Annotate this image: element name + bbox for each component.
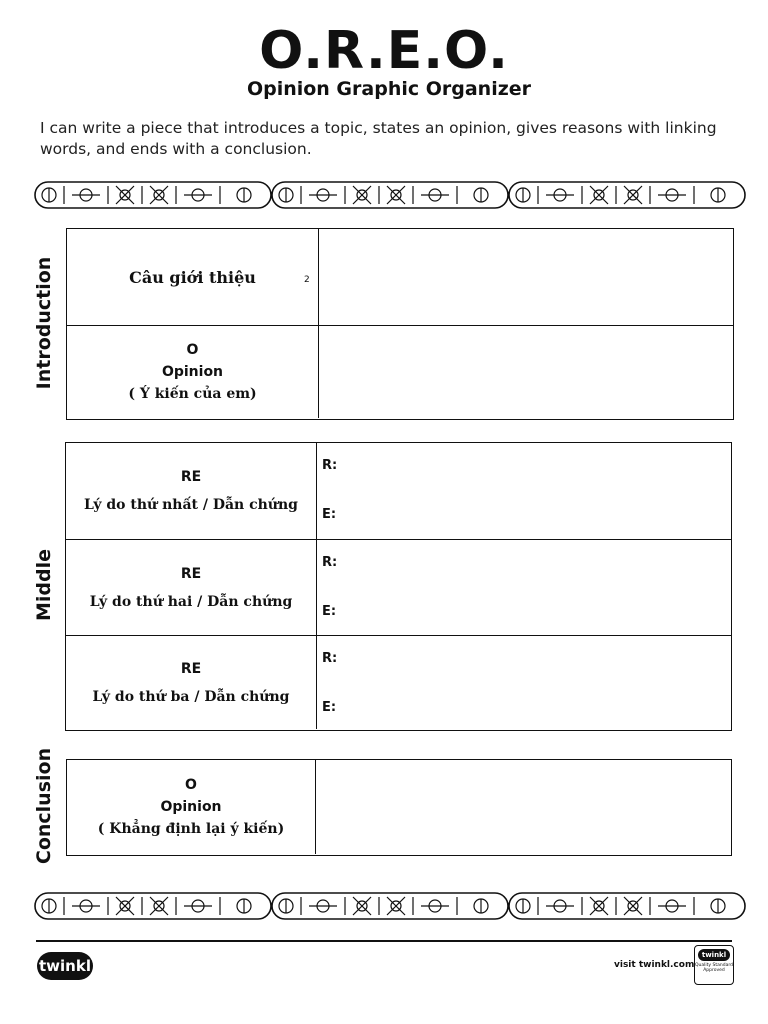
hook-mark: 2: [304, 275, 310, 285]
decorative-border-top: [34, 180, 746, 210]
opinion-letter: O: [186, 342, 199, 358]
hook-label-cell: [67, 229, 319, 325]
badge-text: Quality Standard Approved: [695, 963, 733, 973]
twinkl-logo[interactable]: twinkl: [37, 952, 93, 980]
evidence-e-tag: E:: [322, 700, 337, 715]
reason-r-tag: R:: [322, 458, 338, 473]
conclusion-vi: ( Khẳng định lại ý kiến): [97, 821, 285, 837]
reason-label: Lý do thứ hai / Dẫn chứng: [89, 593, 293, 610]
section-label-middle: Middle: [33, 548, 55, 622]
reason-r-tag: R:: [322, 651, 338, 666]
footer-divider: [36, 940, 732, 942]
reason-row: [66, 443, 731, 539]
reason-label: Lý do thứ ba / Dẫn chứng: [92, 688, 290, 705]
reason-label-cell: [66, 540, 317, 635]
page-subtitle: Opinion Graphic Organizer: [246, 78, 532, 100]
hook-label: Câu giới thiệu: [129, 267, 256, 287]
visit-link[interactable]: visit twinkl.com: [614, 960, 695, 970]
opinion-label-cell: [67, 326, 319, 418]
conclusion-label-cell: [67, 760, 316, 854]
hook-row: [67, 229, 733, 325]
decorative-border-bottom: [34, 891, 746, 921]
conclusion-row: [67, 760, 731, 854]
opinion-vi: ( Ý kiến của em): [128, 386, 257, 402]
badge-logo: twinkl: [698, 949, 730, 961]
reason-label: Lý do thứ nhất / Dẫn chứng: [84, 497, 298, 513]
reason-tag: RE: [180, 469, 202, 485]
introduction-table: [66, 228, 734, 420]
reason-row: [66, 635, 731, 729]
opinion-word: Opinion: [161, 364, 224, 380]
instructions-text: I can write a piece that introduces a topic, states an opinion, gives reasons with linking words, and ends with a conclusion.: [40, 119, 717, 158]
reason-r-tag: R:: [322, 555, 338, 570]
conclusion-table: [66, 759, 732, 856]
quality-badge: [694, 945, 734, 985]
reason-tag: RE: [180, 660, 202, 677]
evidence-e-tag: E:: [322, 507, 337, 522]
conclusion-letter: O: [185, 777, 197, 793]
reason-row: [66, 539, 731, 635]
section-label-conclusion: Conclusion: [33, 747, 55, 865]
reason-tag: RE: [180, 565, 202, 582]
evidence-e-tag: E:: [322, 604, 337, 619]
opinion-row: [67, 325, 733, 418]
section-label-introduction: Introduction: [33, 256, 55, 390]
reason-label-cell: [66, 443, 317, 539]
reason-label-cell: [66, 636, 317, 729]
conclusion-word: Opinion: [160, 799, 222, 815]
middle-table: [65, 442, 732, 731]
page-title: O.R.E.O.: [259, 21, 509, 81]
